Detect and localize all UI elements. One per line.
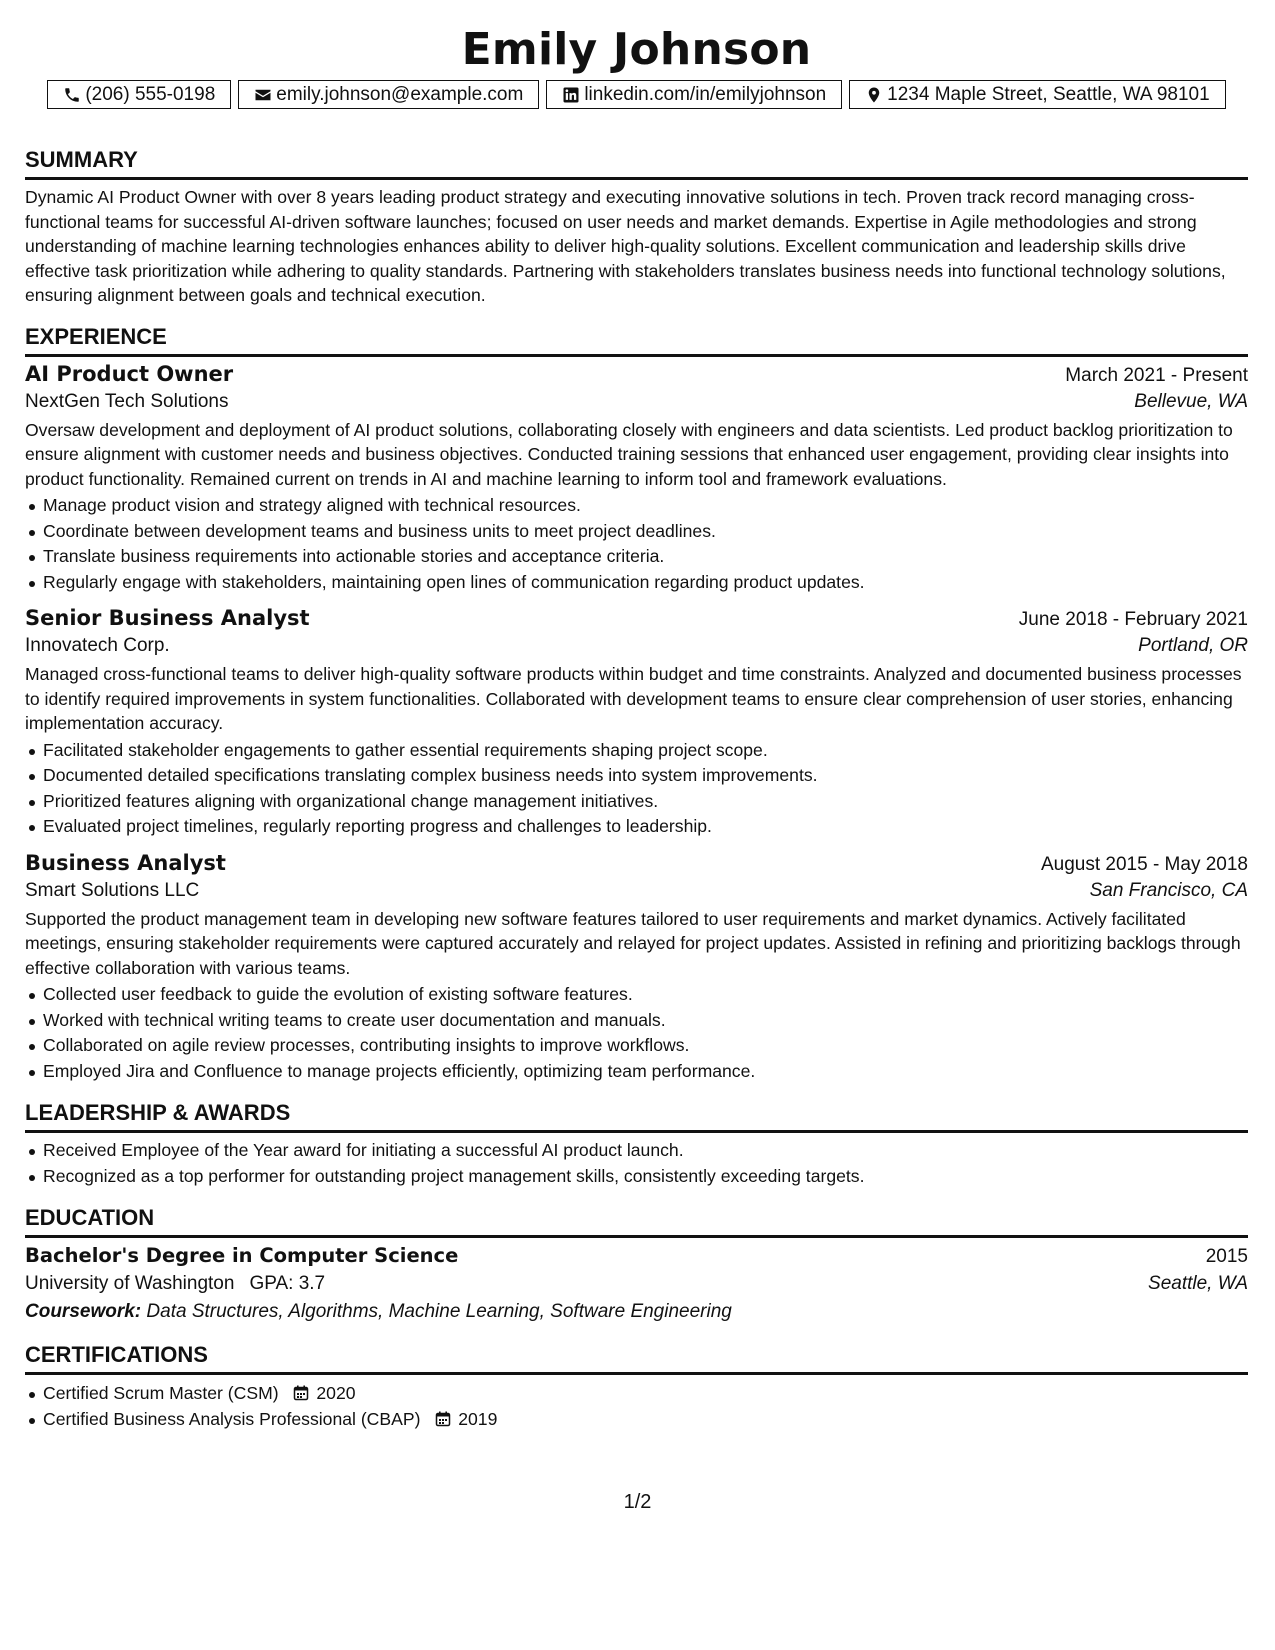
summary-heading: SUMMARY <box>25 147 1248 180</box>
degree-title: Bachelor's Degree in Computer Science <box>25 1244 459 1267</box>
list-item: Coordinate between development teams and business units to meet project deadlines. <box>25 519 1248 545</box>
phone-icon <box>63 86 81 104</box>
job-entry <box>25 606 1248 840</box>
certifications-list <box>25 1381 1248 1432</box>
list-item: Collaborated on agile review processes, contributing insights to improve workflows. <box>25 1033 1248 1059</box>
resume-page <box>25 0 1248 1432</box>
certifications-heading: CERTIFICATIONS <box>25 1342 1248 1375</box>
experience-heading: EXPERIENCE <box>25 324 1248 357</box>
education-entry <box>25 1244 1248 1323</box>
list-item: Prioritized features aligning with organizational change management initiatives. <box>25 789 1248 815</box>
job-description: Managed cross-functional teams to deliver high-quality software products within budget and time constraints. Analyzed and documented business processes to identify required improvements in system functionalities. Collaborated with development teams to ensure clear comprehension of user stories, enhancing implementation accuracy. <box>25 664 1242 733</box>
list-item: Translate business requirements into actionable stories and acceptance criteria. <box>25 544 1248 570</box>
contact-bar <box>25 80 1248 109</box>
list-item: Manage product vision and strategy aligned with technical resources. <box>25 493 1248 519</box>
leadership-heading: LEADERSHIP & AWARDS <box>25 1100 1248 1133</box>
job-description: Supported the product management team in developing new software features tailored to user requirements and market dynamics. Actively facilitated meetings, ensuring stakeholder requirements were captured accurately and relayed for project updates. Assisted in refining and prioritizing backlogs through effective collaboration with various teams. <box>25 908 1241 978</box>
map-pin-icon <box>865 86 883 104</box>
list-item <box>25 1407 1248 1433</box>
job-location: Portland, OR <box>1138 635 1248 656</box>
list-item: Recognized as a top performer for outstanding project management skills, consistently exceeding targets. <box>25 1164 1248 1190</box>
job-bullets <box>25 493 1248 595</box>
candidate-name: Emily Johnson <box>461 24 812 75</box>
education-heading: EDUCATION <box>25 1205 1248 1238</box>
gpa: GPA: 3.7 <box>249 1273 326 1294</box>
company-name: Smart Solutions LLC <box>25 879 200 901</box>
job-title: AI Product Owner <box>25 361 234 386</box>
job-location: Bellevue, WA <box>1134 390 1248 412</box>
job-title: Senior Business Analyst <box>25 606 310 630</box>
address-contact[interactable] <box>849 80 1226 109</box>
calendar-icon <box>293 1385 309 1401</box>
phone-contact[interactable] <box>47 80 231 109</box>
job-bullets <box>25 738 1248 840</box>
job-description: Oversaw development and deployment of AI product solutions, collaborating closely with engineers and data scientists. Led product backlog prioritization to ensure alignment with customer needs and business objectives. Conducted training sessions that enhanced user engagement, providing clear insights into product functionality. Remained current on trends in AI and machine learning to inform tool and framework evaluations. <box>25 419 1233 489</box>
linkedin-text: linkedin.com/in/emilyjohnson <box>584 83 827 105</box>
phone-text: (206) 555-0198 <box>85 83 216 105</box>
graduation-year: 2015 <box>1205 1246 1248 1267</box>
list-item: Evaluated project timelines, regularly reporting progress and challenges to leadership. <box>25 814 1248 840</box>
page-number: 1/2 <box>623 1491 652 1513</box>
list-item: Employed Jira and Confluence to manage projects efficiently, optimizing team performance. <box>25 1059 1248 1085</box>
school-location: Seattle, WA <box>1148 1273 1248 1294</box>
job-entry <box>25 362 1248 596</box>
job-bullets <box>25 982 1248 1084</box>
linkedin-icon <box>562 86 580 104</box>
list-item: Received Employee of the Year award for initiating a successful AI product launch. <box>25 1138 1248 1164</box>
job-location: San Francisco, CA <box>1089 879 1248 901</box>
job-date: June 2018 - February 2021 <box>1018 609 1248 630</box>
job-date: March 2021 - Present <box>1065 364 1248 386</box>
cert-year: 2020 <box>316 1383 356 1403</box>
coursework-label: Coursework: <box>25 1301 142 1322</box>
company-name: Innovatech Corp. <box>25 635 170 656</box>
list-item: Worked with technical writing teams to create user documentation and manuals. <box>25 1008 1248 1034</box>
cert-name: Certified Business Analysis Professional (CBAP) <box>43 1408 421 1429</box>
cert-year: 2019 <box>458 1408 498 1429</box>
list-item: Collected user feedback to guide the evolution of existing software features. <box>25 982 1248 1008</box>
calendar-icon <box>435 1411 451 1427</box>
leadership-bullets <box>25 1138 1248 1189</box>
address-text: 1234 Maple Street, Seattle, WA 98101 <box>887 83 1210 105</box>
list-item <box>25 1381 1248 1407</box>
coursework-list: Data Structures, Algorithms, Machine Learning, Software Engineering <box>146 1301 732 1322</box>
email-text: emily.johnson@example.com <box>276 83 524 105</box>
job-entry <box>25 851 1248 1085</box>
cert-name: Certified Scrum Master (CSM) <box>43 1383 279 1403</box>
summary-text: Dynamic AI Product Owner with over 8 years leading product strategy and executing innovative solutions in tech. Proven track record managing cross-functional teams for successful AI-driven software launches; focused on user needs and market demands. Expertise in Agile methodologies and strong understanding of machine learning technologies enhances ability to deliver high-quality solutions. Excellent communication and leadership skills drive effective task prioritization while adhering to quality standards. Partnering with stakeholders translates business needs into functional technology solutions, ensuring alignment between goals and technical execution. <box>25 187 1226 305</box>
email-contact[interactable] <box>238 80 539 109</box>
school-name: University of Washington <box>25 1273 235 1294</box>
envelope-icon <box>254 86 272 104</box>
job-date: August 2015 - May 2018 <box>1040 853 1248 875</box>
linkedin-contact[interactable] <box>546 80 842 109</box>
list-item: Facilitated stakeholder engagements to gather essential requirements shaping project scope. <box>25 738 1248 764</box>
list-item: Regularly engage with stakeholders, maintaining open lines of communication regarding product updates. <box>25 570 1248 596</box>
coursework <box>25 1301 1248 1323</box>
job-title: Business Analyst <box>25 850 226 875</box>
company-name: NextGen Tech Solutions <box>25 390 229 412</box>
list-item: Documented detailed specifications translating complex business needs into system improvements. <box>25 763 1248 789</box>
